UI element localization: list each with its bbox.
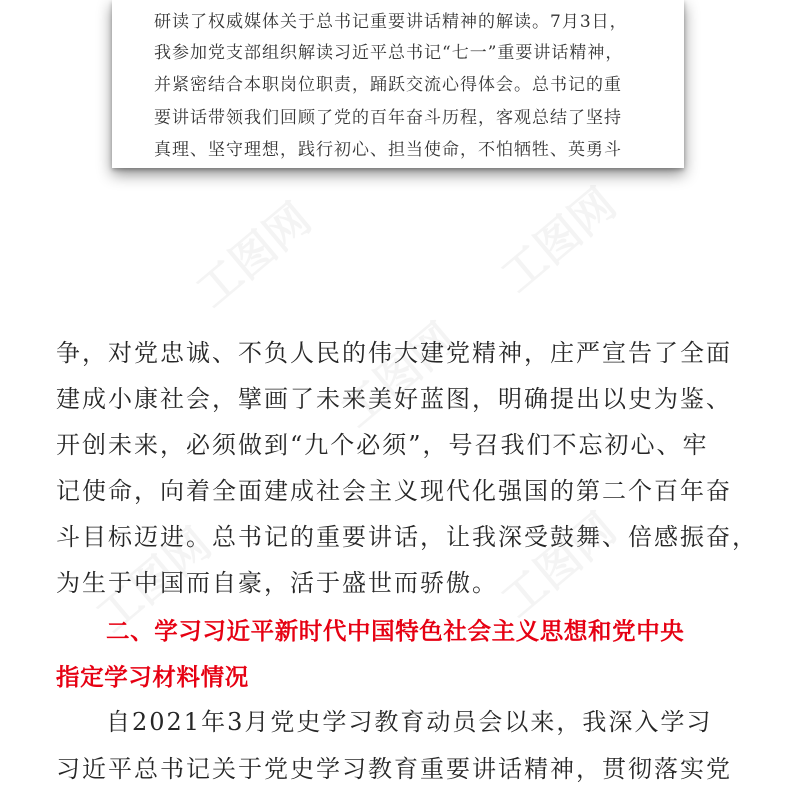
heading-line: 指定学习材料情况 — [56, 663, 249, 691]
card-line: 我参加党支部组织解读习近平总书记“七一”重要讲话精神， — [154, 43, 624, 63]
body-line: 争，对党忠诚、不负人民的伟大建党精神，庄严宣告了全面 — [56, 339, 732, 367]
body-line: 建成小康社会，擘画了未来美好蓝图，明确提出以史为鉴、 — [56, 385, 732, 413]
watermark — [180, 185, 322, 319]
heading-line: 二、学习习近平新时代中国特色社会主义思想和党中央 — [106, 617, 685, 645]
body-line: 自2021年3月党史学习教育动员会以来，我深入学习 — [106, 708, 713, 736]
body-line: 记使命，向着全面建成社会主义现代化强国的第二个百年奋 — [56, 477, 732, 505]
body-line: 习近平总书记关于党史学习教育重要讲话精神，贯彻落实党 — [56, 755, 732, 783]
excerpt-card — [112, 0, 684, 168]
body-line: 开创未来，必须做到“九个必须”，号召我们不忘初心、牢 — [56, 431, 709, 459]
card-line: 真理、坚守理想，践行初心、担当使命，不怕牺牲、英勇斗 — [154, 140, 622, 160]
card-line: 研读了权威媒体关于总书记重要讲话精神的解读。7月3日， — [154, 12, 628, 32]
body-line: 为生于中国而自豪，活于盛世而骄傲。 — [56, 569, 498, 597]
card-line: 要讲话带领我们回顾了党的百年奋斗历程，客观总结了坚持 — [154, 108, 622, 128]
watermark — [485, 170, 627, 304]
card-line: 并紧密结合本职岗位职责，踊跃交流心得体会。总书记的重 — [154, 75, 622, 95]
body-line: 斗目标迈进。总书记的重要讲话，让我深受鼓舞、倍感振奋， — [56, 523, 758, 551]
